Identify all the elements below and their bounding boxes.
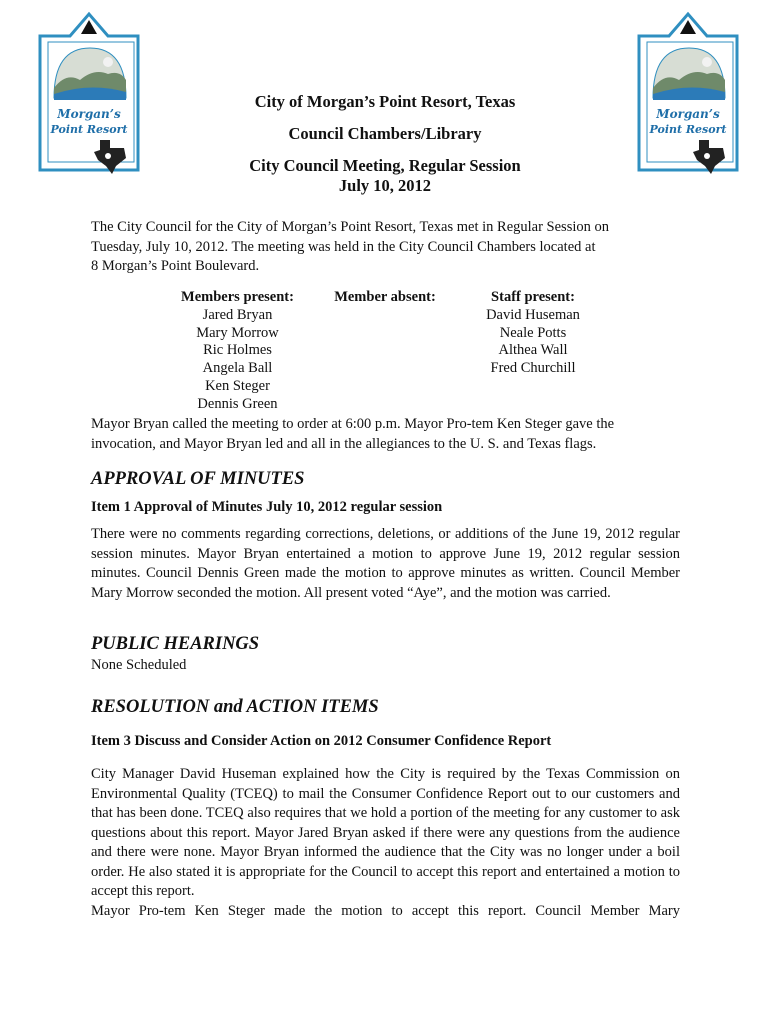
intro-paragraph — [91, 218, 680, 277]
intro-line: The City Council for the City of Morgan’s Point Resort, Texas met in Regular Session on — [91, 219, 609, 235]
city-logo-left — [36, 10, 142, 180]
header-city: City of Morgan’s Point Resort, Texas — [254, 92, 516, 111]
member-absent-column — [325, 289, 445, 307]
resolution-heading: RESOLUTION and ACTION ITEMS — [91, 697, 379, 717]
approval-heading: APPROVAL OF MINUTES — [91, 469, 305, 489]
member-name: Dennis Green — [197, 395, 278, 412]
header-date: July 10, 2012 — [338, 176, 432, 195]
city-logo-right — [635, 10, 741, 180]
intro-line: Tuesday, July 10, 2012. The meeting was held in the City Council Chambers located at — [91, 238, 596, 255]
document-header — [150, 92, 620, 196]
header-meeting-type: City Council Meeting, Regular Session — [249, 156, 521, 175]
logo-text-line1: Morgan’s — [656, 107, 720, 121]
public-hearings-body: None Scheduled — [91, 657, 187, 673]
member-absent-label: Member absent: — [334, 289, 436, 305]
logo-text-line2: Point Resort — [649, 123, 727, 136]
member-name: Angela Ball — [202, 360, 273, 377]
member-name: Ken Steger — [205, 377, 270, 394]
logo-text-line2: Point Resort — [50, 123, 128, 136]
staff-present-column — [472, 289, 594, 378]
approval-body: There were no comments regarding corrections, deletions, or additions of the June 19, 2012 regular session minutes. Mayor Bryan entertained a motion to approve June 19, 2012 regular session minutes. Council Dennis Green made the motion to approve minutes as written. Council Member Mary Morrow seconded the motion. All present voted “Aye”, and the motion was carried. — [91, 526, 680, 601]
resolution-body: City Manager David Huseman explained how the City is required by the Texas Commission on Environmental Quality (TCEQ) to mail the Consumer Confidence Report out to our customers and that has been done. TCEQ also requires that we hold a portion of the meeting for any customer to ask questions about this report. Mayor Jared Bryan asked if there were any questions from the audience and there were none. Mayor Bryan informed the audience that the City was no longer under a boil order. He also stated it is appropriate for the Council to accept this report and entertained a motion to accept this report. — [91, 766, 680, 899]
call-to-order-line: invocation, and Mayor Bryan led and all in the allegiances to the U. S. and Texas flags. — [91, 435, 597, 452]
approval-item-title: Item 1 Approval of Minutes July 10, 2012 regular session — [91, 499, 443, 515]
resolution-body-continued: Mayor Pro-tem Ken Steger made the motion to accept this report. Council Member Mary — [91, 903, 680, 919]
members-present-label: Members present: — [181, 289, 294, 305]
header-location: Council Chambers/Library — [288, 124, 482, 143]
staff-name: Althea Wall — [498, 342, 568, 359]
resolution-item-title: Item 3 Discuss and Consider Action on 2012 Consumer Confidence Report — [91, 733, 552, 749]
members-present-column — [170, 289, 305, 414]
call-to-order-line: Mayor Bryan called the meeting to order at 6:00 p.m. Mayor Pro-tem Ken Steger gave the — [91, 416, 615, 432]
staff-present-label: Staff present: — [491, 289, 575, 305]
member-name: Mary Morrow — [196, 324, 279, 341]
call-to-order-paragraph — [91, 415, 680, 454]
member-name: Ric Holmes — [203, 342, 272, 359]
staff-name: Neale Potts — [499, 324, 567, 341]
staff-name: David Huseman — [486, 306, 580, 323]
member-name: Jared Bryan — [202, 306, 273, 323]
public-hearings-heading: PUBLIC HEARINGS — [91, 634, 260, 654]
staff-name: Fred Churchill — [490, 360, 576, 377]
intro-line: 8 Morgan’s Point Boulevard. — [91, 258, 260, 274]
logo-text-line1: Morgan’s — [57, 107, 121, 121]
